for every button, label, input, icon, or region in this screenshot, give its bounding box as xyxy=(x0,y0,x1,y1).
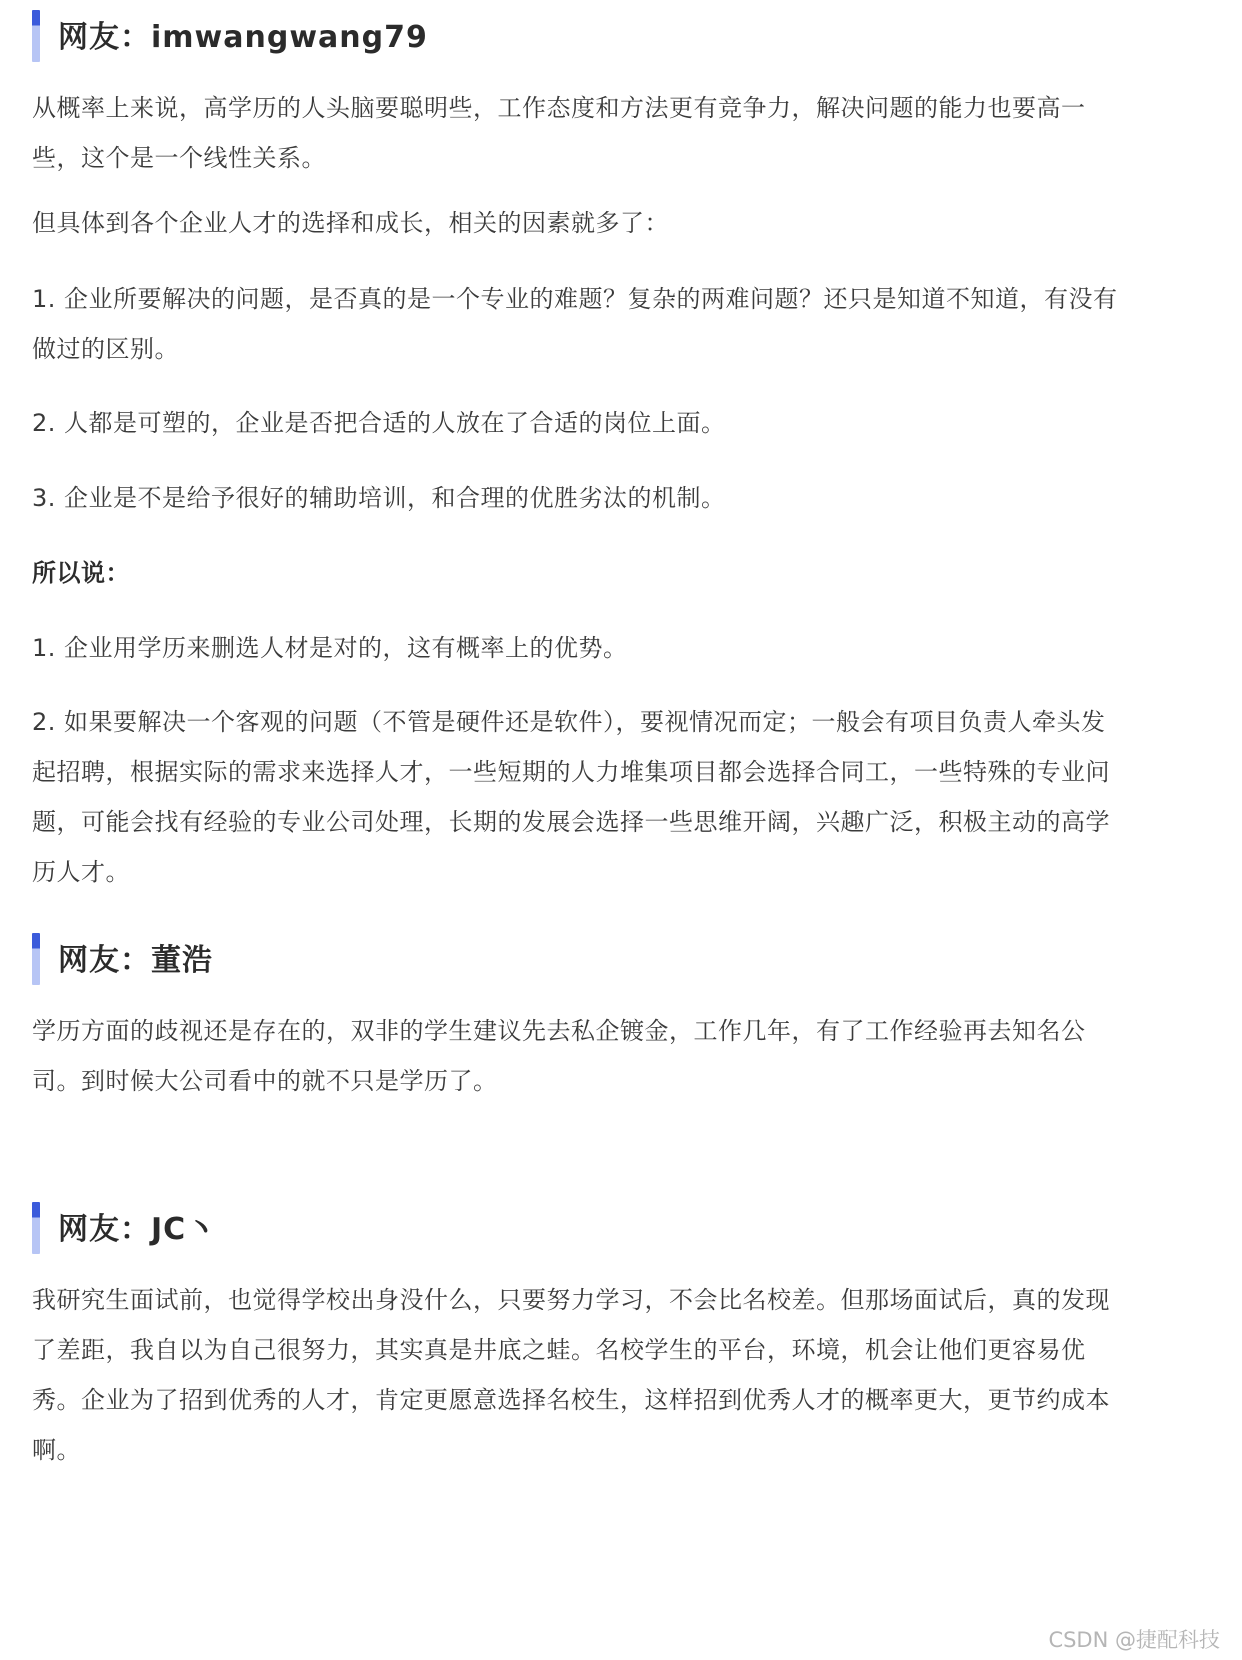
heading-accent-bar xyxy=(32,1202,40,1254)
list-item: 2. 如果要解决一个客观的问题（不管是硬件还是软件），要视情况而定；一般会有项目负责人牵头发起招聘，根据实际的需求来选择人才，一些短期的人力堆集项目都会选择合同工，一些特殊的专业问题，可能会找有经验的专业公司处理，长期的发展会选择一些思维开阔，兴趣广泛，积极主动的高学历人才。 xyxy=(32,708,1110,886)
heading-accent-bar xyxy=(32,933,40,985)
subheading: 所以说： xyxy=(32,559,130,587)
section-heading-text: 网友：imwangwang79 xyxy=(58,20,428,55)
list-item: 1. 企业所要解决的问题，是否真的是一个专业的难题？复杂的两难问题？还只是知道不知道，有没有做过的区别。 xyxy=(32,285,1118,363)
section-heading-text: 网友：JC丶 xyxy=(58,1212,218,1247)
heading-accent-bar xyxy=(32,10,40,62)
list-item: 1. 企业用学历来删选人材是对的，这有概率上的优势。 xyxy=(32,634,628,662)
list-item: 3. 企业是不是给予很好的辅助培训，和合理的优胜劣汰的机制。 xyxy=(32,484,726,512)
paragraph: 学历方面的歧视还是存在的，双非的学生建议先去私企镀金，工作几年，有了工作经验再去知名公司。到时候大公司看中的就不只是学历了。 xyxy=(32,1017,1086,1095)
paragraph: 从概率上来说，高学历的人头脑要聪明些，工作态度和方法更有竞争力，解决问题的能力也要高一些，这个是一个线性关系。 xyxy=(32,94,1086,172)
watermark: CSDN @捷配科技 xyxy=(1048,1628,1220,1652)
section-heading xyxy=(32,6,1122,62)
list-item: 2. 人都是可塑的，企业是否把合适的人放在了合适的岗位上面。 xyxy=(32,409,726,437)
paragraph: 但具体到各个企业人才的选择和成长，相关的因素就多了： xyxy=(32,209,669,237)
section-heading xyxy=(32,929,1122,985)
section-heading-text: 网友：董浩 xyxy=(58,943,213,978)
article xyxy=(32,0,1122,1475)
paragraph: 我研究生面试前，也觉得学校出身没什么，只要努力学习，不会比名校差。但那场面试后，真的发现了差距，我自以为自己很努力，其实真是井底之蛙。名校学生的平台，环境，机会让他们更容易优秀。企业为了招到优秀的人才，肯定更愿意选择名校生，这样招到优秀人才的概率更大，更节约成本啊。 xyxy=(32,1286,1110,1464)
section-heading xyxy=(32,1198,1122,1254)
